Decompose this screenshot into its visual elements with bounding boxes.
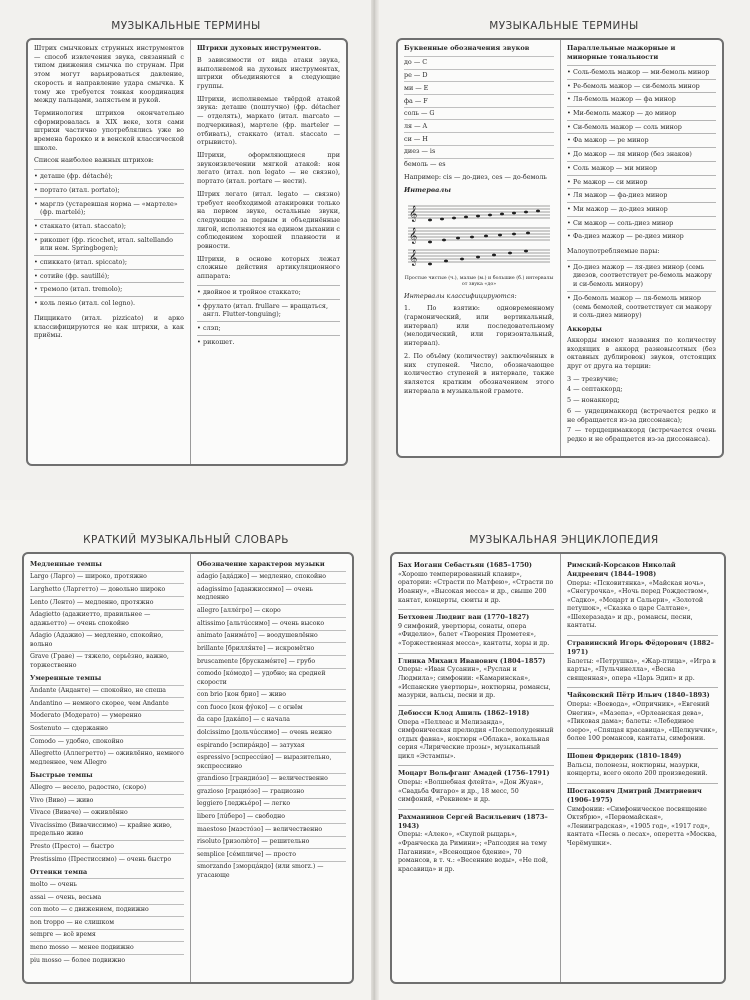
- paragraph: Штрихи, исполняемые твёрдой атакой звука: деташе (поштучно) (фр. détacher — отделять), маркато (итал. marcato — подчеркивая), мартеле (фр. marteler — отбивать), стаккато (итал. staccato — отрывисто).: [197, 94, 340, 147]
- dictionary-entry: con fuoco [кон фýоко] — с огнём: [197, 701, 346, 714]
- composer-works: Оперы: «Иван Сусанин», «Руслан и Людмила»; симфонии: «Камаринская», «Испанские увертюры», ноктюрны, романсы, мазурки, вальсы, песни и др.: [398, 666, 551, 700]
- composer-entry: [567, 783, 718, 852]
- composer-name: Стравинский Игорь Фёдорович (1882–1971): [567, 639, 714, 656]
- dictionary-entry: piu mosso — более подвижно: [30, 954, 184, 967]
- list-item: • рикошет (фр. ricochet, итал. saltellando или нем. Springbogen);: [34, 233, 184, 255]
- dictionary-entry: comodo [кóмодо] — удобно; на средней скорости: [197, 668, 346, 689]
- composer-name: Римский-Корсаков Николай Андреевич (1844–1908): [567, 561, 676, 578]
- page-title: МУЗЫКАЛЬНЫЕ ТЕРМИНЫ: [111, 20, 261, 32]
- column-right: [560, 554, 724, 982]
- dictionary-entry: espressivo [эспрессúво] — выразительно, экспрессивно: [197, 752, 346, 773]
- list-item: • деташе (фр. détaché);: [34, 169, 184, 183]
- list-item: • спиккато (итал. spiccato);: [34, 255, 184, 269]
- page-music-terms-2: [378, 0, 750, 500]
- list-item: до — C: [404, 56, 554, 69]
- page-title: МУЗЫКАЛЬНЫЕ ТЕРМИНЫ: [489, 20, 639, 32]
- dictionary-entry: non troppo — не слишком: [30, 916, 184, 929]
- column-left: [398, 40, 560, 456]
- paragraph: Штрих смычковых струнных инструментов — способ извлечения звука, связанный с типом движения смычка по струнам. При этом могут варьироваться давление, скорость и направление удара смычка. К тому же требуется тонкая координация между пальцами, запястьем и рукой.: [34, 44, 184, 105]
- dictionary-entry: animato [анимáто] — воодушевлённо: [197, 630, 346, 643]
- svg-text:𝄞: 𝄞: [409, 227, 418, 244]
- dictionary-entry: da capo [дакáпо] — с начала: [197, 714, 346, 727]
- paragraph: Интервалы классифицируются:: [404, 291, 517, 300]
- list-item: ре — D: [404, 69, 554, 82]
- dictionary-entry: adagissimo [аданжиссимо] — очень медленно: [197, 583, 346, 604]
- composer-name: Бетховен Людвиг ван (1770–1827): [398, 613, 530, 622]
- dictionary-entry: grandioso [грандиóзо] — величественно: [197, 773, 346, 786]
- dictionary-entry: Prestissimo (Престиссимо) — очень быстро: [30, 853, 184, 866]
- section-heading: Медленные темпы: [30, 560, 102, 568]
- composer-works: 9 симфоний, увертюры, сонаты, опера «Фиделио», балет «Творения Прометея», «Торжественная месса», кантаты, хоры и др.: [398, 622, 550, 648]
- list-item: • Ми мажор — до-диез минор: [567, 202, 716, 216]
- list-item: • Фа мажор — ре минор: [567, 133, 716, 147]
- list-item: • Си-бемоль мажор — соль минор: [567, 120, 716, 134]
- list-item: фа — F: [404, 94, 554, 107]
- interval-staff-image: [404, 200, 552, 270]
- list-item: ля — A: [404, 119, 554, 132]
- dictionary-entry: semplice [сéмпличе] — просто: [197, 848, 346, 861]
- dictionary-entry: con brio [кон брио] — живо: [197, 689, 346, 702]
- dictionary-entry: Adagio (Адажио) — медленно, спокойно, вольно: [30, 630, 184, 651]
- chord-list: [567, 375, 716, 444]
- section-heading: Штрихи духовых инструментов.: [197, 44, 322, 52]
- note-letters-list: [404, 56, 554, 170]
- dictionary-entry: brillante [брилля́нте] — искромётно: [197, 642, 346, 655]
- composer-name: Шопен Фридерик (1810–1849): [567, 752, 682, 761]
- list-item: • До-диез мажор — ля-диез минор (семь диезов, соответствует ре-бемоль мажору и си-бемоль минору): [567, 260, 716, 291]
- dictionary-entry: bruscamente [брускамéнте] — грубо: [197, 655, 346, 668]
- composer-name: Шостакович Дмитрий Дмитриевич (1906–1975): [567, 786, 702, 804]
- composer-name: Глинка Михаил Иванович (1804–1857): [398, 656, 546, 665]
- list-item: • До-бемоль мажор — ля-бемоль минор (семь бемолей, соответствует си мажору и соль-диез минору): [567, 291, 716, 322]
- composer-entry: [567, 558, 718, 635]
- paragraph: В зависимости от вида атаки звука, выполняемой на духовых инструментах, штрихи объединяются в следующие группы.: [197, 55, 340, 91]
- section-heading: Быстрые темпы: [30, 770, 93, 779]
- dictionary-entry: Grave (Граве) — тяжело, серьёзно, важно, торжественно: [30, 651, 184, 672]
- page-music-dictionary: [0, 500, 372, 1000]
- dictionary-entry: Largo (Ларго) — широко, протяжно: [30, 571, 184, 584]
- dictionary-entry: molto — очень: [30, 878, 184, 891]
- dictionary-entry: Andantino — немного скорее, чем Andante: [30, 697, 184, 710]
- dictionary-entry: maestoso [маэстóзо] — величественно: [197, 823, 346, 836]
- list-heading: Список наиболее важных штрихов:: [34, 156, 154, 165]
- composer-entry: [567, 635, 718, 687]
- content-frame: [396, 38, 724, 458]
- dictionary-entry: Vivo (Виво) — живо: [30, 794, 184, 807]
- composer-entry: [398, 653, 554, 705]
- dictionary-entry: smorzando [зморцáндо] (или smorz.) — угасающе: [197, 861, 346, 882]
- composer-name: Бах Иоганн Себастьян (1685–1750): [398, 561, 533, 569]
- dictionary-entry: espirando [эспирáндо] — затухая: [197, 739, 346, 752]
- composer-works: Оперы: «Воевода», «Опричник», «Евгений Онегин», «Мазепа», «Орлеанская дева», «Пиковая дама»; балеты: «Лебединое озеро», «Спящая красавица», «Щелкунчик», более 100 романсов, кантаты, симфонии.: [567, 701, 718, 743]
- section-heading: Умеренные темпы: [30, 673, 102, 682]
- composer-works: Симфонии: «Симфоническое посвящение Октябрю», «Первомайская», «Ленинградская», «1905 год», «1917 год», кантата «Песнь о лесах», оперетта «Москва, Черёмушки».: [567, 805, 717, 847]
- list-item: ми — E: [404, 81, 554, 94]
- dictionary-entry: Presto (Престо) — быстро: [30, 840, 184, 853]
- dictionary-entry: Vivace (Виваче) — оживлённо: [30, 807, 184, 820]
- dictionary-entry: sempre — всё время: [30, 929, 184, 942]
- dictionary-entry: Adagietto (адажиетто, правильнее — адажьетто) — очень спокойно: [30, 609, 184, 630]
- dictionary-entry: libero [лúберо] — свободно: [197, 810, 346, 823]
- composer-works: Балеты: «Петрушка», «Жар-птица», «Игра в карты», «Пульчинелла», «Весна священная», опера «Царь Эдип» и др.: [567, 657, 716, 682]
- section-heading: Параллельные мажорные и минорные тональности: [567, 44, 676, 61]
- paragraph: Терминология штрихов окончательно сформировалась в XIX веке, хотя сами штрихи частично употреблялись уже во времена барокко и в венской классической школе.: [34, 108, 184, 152]
- list-item: бемоль — es: [404, 158, 554, 171]
- list-item: • Фа-диез мажор — ре-диез минор: [567, 229, 716, 243]
- list-item: • коль леньо (итал. col legno).: [34, 296, 184, 310]
- dictionary-entry: Sostenuto — сдержанно: [30, 722, 184, 735]
- section-heading: Интервалы: [404, 185, 451, 194]
- parallel-keys-list: [567, 65, 716, 243]
- content-frame: [390, 552, 726, 984]
- dictionary-entry: grazioso [грациóзо] — грациозно: [197, 785, 346, 798]
- paragraph: 2. По объёму (количеству) заключённых в них ступеней. Число, обозначающее количество ступеней в интервале, также является кратким обозначением этого интервала в музыкальной грамоте.: [404, 351, 554, 395]
- paragraph: 1. По взятию: одновременному (гармонический, или вертикальный, интервал) или последовательному (мелодический, или горизонтальный, интервал).: [404, 304, 554, 348]
- list-item: 3 — трезвучие;: [567, 374, 619, 383]
- composer-works: Вальсы, полонезы, ноктюрны, мазурки, концерты, всего около 200 произведений.: [567, 761, 708, 778]
- column-right: [190, 554, 352, 982]
- composer-works: «Хорошо темперированный клавир», оратории: «Страсти по Матфею», «Страсти по Иоанну», «Высокая месса» и др., свыше 200 кантат, концерты, сюиты и др.: [398, 570, 554, 604]
- composer-name: Дебюсси Клод Ашиль (1862–1918): [398, 708, 530, 717]
- list-item: • рикошет.: [197, 335, 340, 349]
- dictionary-entry: con moto — с движением, подвижно: [30, 904, 184, 917]
- list-item: 4 — септаккорд;: [567, 385, 623, 394]
- composer-entry: [398, 705, 554, 766]
- list-item: • Ля мажор — фа-диез минор: [567, 188, 716, 202]
- content-frame: [22, 552, 354, 984]
- dictionary-entry: Allegro — весело, радостно, (скоро): [30, 781, 184, 794]
- wind-strokes-list: [197, 285, 340, 349]
- list-item: • тремоло (итал. tremolo);: [34, 282, 184, 296]
- paragraph: Например: cis — до-диез, ces — до-бемоль: [404, 173, 547, 182]
- list-item: 7 — терцдецимаккорд (встречается очень редко и не обращается из-за диссонанса).: [567, 426, 716, 443]
- composer-name: Чайковский Пётр Ильич (1840–1893): [567, 691, 710, 700]
- list-item: • портато (итал. portato);: [34, 183, 184, 197]
- paragraph: Пиццикато (итал. pizzicato) и арко классифицируются не как штрихи, а как приёмы.: [34, 313, 184, 340]
- page-title: КРАТКИЙ МУЗЫКАЛЬНЫЙ СЛОВАРЬ: [83, 534, 289, 546]
- column-right: [560, 40, 722, 456]
- list-item: диез — is: [404, 145, 554, 158]
- list-item: • Си мажор — соль-диез минор: [567, 216, 716, 230]
- list-item: • Ре мажор — си минор: [567, 175, 716, 189]
- composer-works: Оперы: «Волшебная флейта», «Дон Жуан», «Свадьба Фигаро» и др., 18 месс, 50 симфоний, «Реквием» и др.: [398, 779, 544, 804]
- column-left: [24, 554, 190, 982]
- composer-entry: [567, 748, 718, 783]
- dictionary-entry: Comodo — удобно, спокойно: [30, 735, 184, 748]
- list-item: • фрулато (итал. frullare — вращаться, англ. Flutter-tonguing);: [197, 299, 340, 321]
- column-right: [190, 40, 346, 464]
- list-item: • двойное и тройное стаккато;: [197, 285, 340, 299]
- section-heading: Обозначение характеров музыки: [197, 560, 325, 568]
- section-heading: Буквенные обозначения звуков: [404, 44, 530, 52]
- list-item: • До мажор — ля минор (без знаков): [567, 147, 716, 161]
- dictionary-entry: adagio [адáджо] — медленно, спокойно: [197, 571, 346, 584]
- composer-entry: [398, 809, 554, 878]
- list-item: • Ре-бемоль мажор — си-бемоль минор: [567, 79, 716, 93]
- dictionary-entry: Larghetto (Ларгетто) — довольно широко: [30, 583, 184, 596]
- section-heading: Аккорды: [567, 324, 602, 333]
- column-left: [392, 554, 560, 982]
- list-item: • Соль-бемоль мажор — ми-бемоль минор: [567, 65, 716, 79]
- paragraph: Малоупотребляемые пары:: [567, 247, 660, 256]
- strokes-list: [34, 169, 184, 310]
- composer-name: Рахманинов Сергей Васильевич (1873–1943): [398, 812, 548, 830]
- composer-works: Оперы: «Псковитянка», «Майская ночь», «Снегурочка», «Ночь перед Рождеством», «Садко», «Моцарт и Сальери», «Золотой петушок», «Сказка о царе Салтане», «Шехеразада» и др., романсы, песни, кантаты.: [567, 579, 709, 630]
- composer-entry: [567, 687, 718, 748]
- dictionary-entry: Vivacissimo (Вивачиссимо) — крайне живо, предельно живо: [30, 819, 184, 840]
- svg-text:𝄞: 𝄞: [409, 249, 418, 266]
- image-caption: Простые чистые (ч.), малые (м.) и большие (б.) интервалы от звука «до»: [404, 275, 554, 288]
- list-item: • стаккато (итал. staccato);: [34, 219, 184, 233]
- list-item: • сотийе (фр. sautillé);: [34, 269, 184, 283]
- paragraph: Штрихи, в основе которых лежат сложные действия артикуляционного аппарата:: [197, 254, 340, 281]
- composer-entry: [398, 558, 554, 609]
- bottom-spread: [0, 500, 750, 1000]
- composer-entry: [398, 609, 554, 653]
- composer-works: Опера «Пеллеас и Мелизанда», симфоническая прелюдия «Послеполуденный отдых фавна», ноктюрн «Облака», вокальная серия «Лирические прозы», музыкальный цикл «Эстампы».: [398, 718, 554, 760]
- dictionary-entry: Andante (Анданте) — спокойно, не спеша: [30, 685, 184, 698]
- dictionary-entry: Allegretto (Аллегретто) — оживлённо, немного медленнее, чем Allegro: [30, 748, 184, 769]
- list-item: • марглэ (устаревшая норма — «мартеле» (фр. martelé);: [34, 197, 184, 219]
- svg-text:𝄞: 𝄞: [409, 205, 418, 222]
- dictionary-entry: allegro [аллéгро] — скоро: [197, 604, 346, 617]
- composer-name: Моцарт Вольфганг Амадей (1756–1791): [398, 769, 550, 778]
- dictionary-entry: altissimo [альтúссимо] — очень высоко: [197, 617, 346, 630]
- page-music-terms-1: [0, 0, 372, 500]
- list-item: • слэп;: [197, 321, 340, 335]
- list-item: 5 — нонаккорд;: [567, 396, 620, 405]
- list-item: • Соль мажор — ми минор: [567, 161, 716, 175]
- content-frame: [26, 38, 348, 466]
- page-music-encyclopedia: [378, 500, 750, 1000]
- list-item: 6 — ундецимаккорд (встречается редко и не обращается из-за диссонанса);: [567, 406, 716, 424]
- dictionary-entry: leggiero [леджьéро] — легко: [197, 798, 346, 811]
- dictionary-entry: Lento (Ленто) — медленно, протяжно: [30, 596, 184, 609]
- paragraph: Аккорды имеют названия по количеству входящих в аккорд разновысотных (без октавных дублировок) звуков, отстоящих друг от друга на терции:: [567, 335, 716, 371]
- dictionary-entry: meno mosso — менее подвижно: [30, 941, 184, 954]
- paragraph: Штрихи, оформляющиеся при звукоизвлечении мягкой атакой: нон легато (итал. non legato — не связно), портато (итал. portare — нести).: [197, 150, 340, 186]
- composer-entry: [398, 765, 554, 809]
- page-title: МУЗЫКАЛЬНАЯ ЭНЦИКЛОПЕДИЯ: [469, 534, 659, 546]
- column-left: [28, 40, 190, 464]
- list-item: • Ля-бемоль мажор — фа минор: [567, 92, 716, 106]
- list-item: • Ми-бемоль мажор — до минор: [567, 106, 716, 120]
- dictionary-entry: assai — очень, весьма: [30, 891, 184, 904]
- section-heading: Оттенки темпа: [30, 867, 88, 876]
- list-item: соль — G: [404, 107, 554, 120]
- list-item: си — H: [404, 132, 554, 145]
- dictionary-entry: risoluto [ризолю́то] — решительно: [197, 836, 346, 849]
- composer-works: Оперы: «Алеко», «Скупой рыцарь», «Франческа да Римини»; «Рапсодия на тему Паганини», «Всенощное бдение», 70 романсов, в т. ч.: «Весенние воды», «Не пой, красавица» и др.: [398, 831, 548, 873]
- dictionary-entry: Moderato (Модерато) — умеренно: [30, 710, 184, 723]
- rare-keys-list: [567, 260, 716, 322]
- paragraph: Штрих легато (итал. legato — связно) требует необходимой атакировки только на первом звуке, остальные звуки, следующие за первым и объединённые лигой, исполняются на едином дыхании с соблюдением хорошей плавности и ровности.: [197, 189, 340, 251]
- dictionary-entry: dolcissimo [дольчúссимо] — очень нежно: [197, 726, 346, 739]
